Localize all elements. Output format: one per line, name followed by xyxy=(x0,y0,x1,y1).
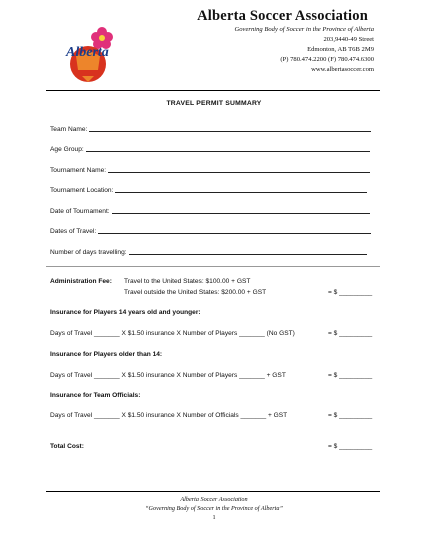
field-label: Date of Tournament: xyxy=(50,208,110,215)
insurance-14-result[interactable]: = $ _________ xyxy=(328,330,373,337)
field-label: Age Group: xyxy=(50,146,84,153)
header-divider xyxy=(46,90,380,91)
svg-text:Alberta: Alberta xyxy=(66,45,109,60)
fill-line[interactable] xyxy=(86,151,370,152)
fill-line[interactable] xyxy=(115,192,367,193)
field-date-of-tournament[interactable] xyxy=(50,205,370,215)
page-number: 1 xyxy=(212,514,216,521)
form-title: TRAVEL PERMIT SUMMARY xyxy=(166,100,262,107)
total-cost-result[interactable]: = $ _________ xyxy=(328,443,373,450)
field-label: Tournament Name: xyxy=(50,167,107,174)
field-label: Number of days travelling: xyxy=(50,249,127,256)
website: www.albertasoccer.com xyxy=(311,66,374,73)
insurance-older-result[interactable]: = $ _________ xyxy=(328,372,373,379)
fill-line[interactable] xyxy=(112,213,370,214)
address-line-1: 203,9440-49 Street xyxy=(323,36,374,43)
admin-fee-label: Administration Fee: xyxy=(50,278,112,285)
insurance-officials-heading: Insurance for Team Officials: xyxy=(50,392,141,399)
insurance-officials-line[interactable]: Days of Travel _______ X $1.50 insurance X Number of Officials _______ + GST xyxy=(50,412,288,419)
admin-fee-us: Travel to the United States: $100.00 + GST xyxy=(124,278,251,285)
org-name: Alberta Soccer Association xyxy=(197,8,368,24)
footer-divider xyxy=(46,491,380,492)
field-days-travelling[interactable] xyxy=(50,246,367,256)
insurance-older-heading: Insurance for Players older than 14: xyxy=(50,351,163,358)
insurance-14-heading: Insurance for Players 14 years old and younger: xyxy=(50,309,201,316)
field-label: Tournament Location: xyxy=(50,187,114,194)
insurance-officials-result[interactable]: = $ _________ xyxy=(328,412,373,419)
fill-line[interactable] xyxy=(98,233,371,234)
org-tagline: Governing Body of Soccer in the Province of Alberta xyxy=(234,26,374,33)
alberta-soccer-logo xyxy=(62,26,124,84)
admin-fee-outside: Travel outside the United States: $200.00 + GST xyxy=(124,289,267,296)
field-dates-of-travel[interactable] xyxy=(50,225,371,235)
field-label: Dates of Travel: xyxy=(50,228,97,235)
insurance-14-line[interactable]: Days of Travel _______ X $1.50 insurance X Number of Players _______ (No GST) xyxy=(50,330,295,337)
address-line-2: Edmonton, AB T6B 2M9 xyxy=(307,46,374,53)
field-team-name[interactable] xyxy=(50,123,371,133)
fill-line[interactable] xyxy=(108,172,370,173)
phone-fax: (P) 780.474.2200 (F) 780.474.6300 xyxy=(280,56,374,63)
insurance-older-line[interactable]: Days of Travel _______ X $1.50 insurance X Number of Players _______ + GST xyxy=(50,372,286,379)
total-cost-label: Total Cost: xyxy=(50,443,84,450)
admin-fee-result[interactable]: = $ _________ xyxy=(328,289,373,296)
fill-line[interactable] xyxy=(89,131,371,132)
footer-tagline: “Governing Body of Soccer in the Province of Alberta” xyxy=(145,505,283,512)
footer-org: Alberta Soccer Association xyxy=(180,496,248,503)
section-divider xyxy=(46,266,380,267)
field-tournament-location[interactable] xyxy=(50,184,367,194)
fill-line[interactable] xyxy=(129,254,367,255)
field-age-group[interactable] xyxy=(50,143,370,153)
field-tournament-name[interactable] xyxy=(50,164,370,174)
field-label: Team Name: xyxy=(50,126,88,133)
